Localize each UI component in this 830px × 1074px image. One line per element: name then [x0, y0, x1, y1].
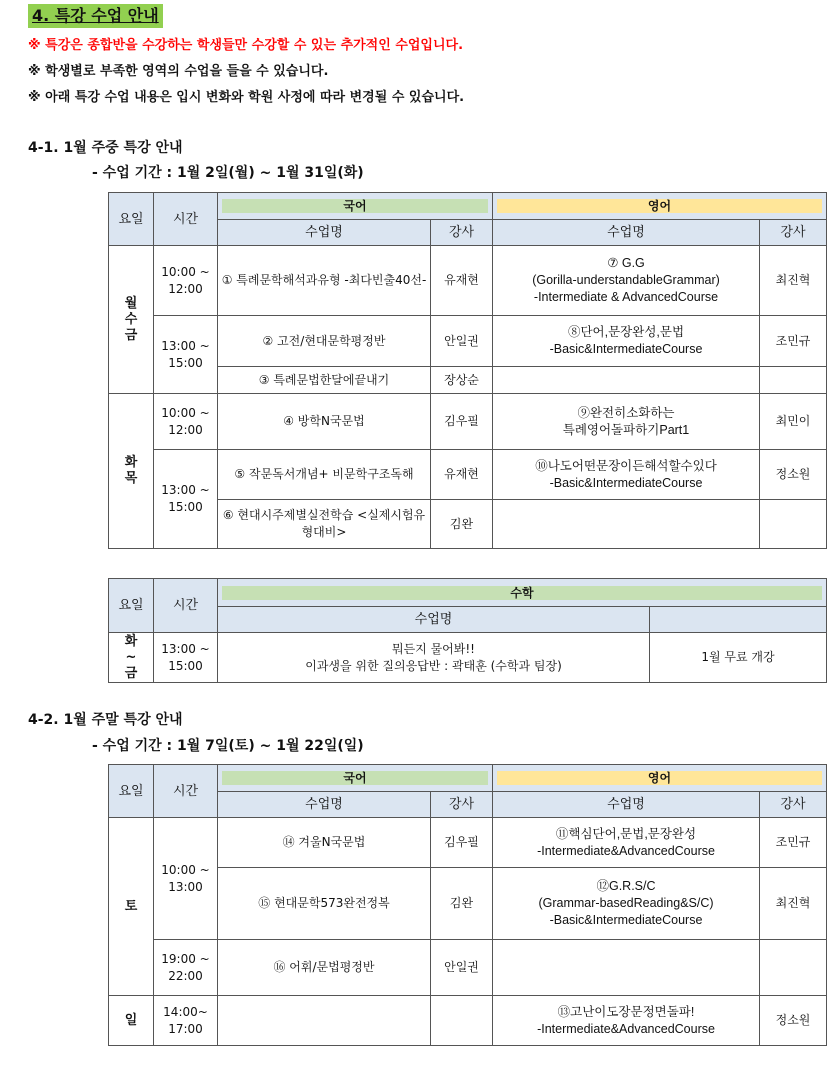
- header-math-class: 수업명: [218, 607, 650, 633]
- time-slot: 10:00 ~ 12:00: [154, 394, 218, 450]
- korean-teacher: 안일권: [431, 316, 493, 367]
- english-class: ⑬고난이도장문정면돌파! -Intermediate&AdvancedCourse: [493, 996, 760, 1046]
- notice-line-2: ※ 학생별로 부족한 영역의 수업을 들을 수 있습니다.: [28, 64, 329, 79]
- korean-class: ⑯ 어휘/문법평정반: [218, 940, 431, 996]
- time-slot: 13:00 ~ 15:00: [154, 450, 218, 549]
- header-day: 요일: [109, 193, 154, 246]
- header-korean-teacher: 강사: [431, 792, 493, 818]
- header-english: 영어: [493, 193, 827, 220]
- header-math: 수학: [218, 579, 827, 607]
- header-english-teacher: 강사: [760, 220, 827, 246]
- header-day: 요일: [109, 765, 154, 818]
- english-teacher-empty: [760, 367, 827, 394]
- korean-teacher: 김우필: [431, 818, 493, 868]
- english-teacher: 조민규: [760, 818, 827, 868]
- header-english-class: 수업명: [493, 792, 760, 818]
- header-time: 시간: [154, 765, 218, 818]
- english-class: ⑫G.R.S/C (Grammar-basedReading&S/C) -Basic&IntermediateCourse: [493, 868, 760, 940]
- korean-teacher: 장상순: [431, 367, 493, 394]
- korean-teacher: 김우필: [431, 394, 493, 450]
- time-slot: 19:00 ~ 22:00: [154, 940, 218, 996]
- page-title: 4. 특강 수업 안내: [28, 4, 163, 28]
- time-slot: 13:00 ~ 15:00: [154, 633, 218, 683]
- korean-class: ⑭ 겨울N국문법: [218, 818, 431, 868]
- korean-teacher-empty: [431, 996, 493, 1046]
- english-teacher-empty: [760, 940, 827, 996]
- day-sat: 토: [109, 818, 154, 996]
- english-class: ⑧단어,문장완성,문법 -Basic&IntermediateCourse: [493, 316, 760, 367]
- english-class: ⑪핵심단어,문법,문장완성 -Intermediate&AdvancedCourse: [493, 818, 760, 868]
- notice-line-1: ※ 특강은 종합반을 수강하는 학생들만 수강할 수 있는 추가적인 수업입니다.: [28, 38, 464, 53]
- header-day: 요일: [109, 579, 154, 633]
- english-teacher: 정소원: [760, 996, 827, 1046]
- english-class-empty: [493, 500, 760, 549]
- english-class-empty: [493, 940, 760, 996]
- period-weekday: - 수업 기간 : 1월 2일(월) ~ 1월 31일(화): [92, 165, 364, 181]
- korean-teacher: 김완: [431, 500, 493, 549]
- header-korean-class: 수업명: [218, 220, 431, 246]
- english-teacher: 정소원: [760, 450, 827, 500]
- english-teacher: 최진혁: [760, 246, 827, 316]
- english-teacher: 최진혁: [760, 868, 827, 940]
- header-time: 시간: [154, 579, 218, 633]
- korean-class: ⑤ 작문독서개념+ 비문학구조독해: [218, 450, 431, 500]
- korean-class: ④ 방학N국문법: [218, 394, 431, 450]
- korean-class-empty: [218, 996, 431, 1046]
- period-weekend: - 수업 기간 : 1월 7일(토) ~ 1월 22일(일): [92, 738, 364, 754]
- english-class-empty: [493, 367, 760, 394]
- header-korean-teacher: 강사: [431, 220, 493, 246]
- header-time: 시간: [154, 193, 218, 246]
- korean-teacher: 안일권: [431, 940, 493, 996]
- english-teacher: 최민이: [760, 394, 827, 450]
- header-math-note: [650, 607, 827, 633]
- header-english-teacher: 강사: [760, 792, 827, 818]
- day-tt: 화목: [109, 394, 154, 549]
- day-mwf: 월수금: [109, 246, 154, 394]
- weekday-schedule-table: [108, 192, 827, 549]
- header-korean: 국어: [218, 765, 493, 792]
- korean-class: ③ 특례문법한달에끝내기: [218, 367, 431, 394]
- time-slot: 10:00 ~ 12:00: [154, 246, 218, 316]
- section-heading-weekday: 4-1. 1월 주중 특강 안내: [28, 140, 183, 156]
- math-schedule-table: [108, 578, 827, 683]
- day-tue-fri: 화~금: [109, 633, 154, 683]
- time-slot: 10:00 ~ 13:00: [154, 818, 218, 940]
- korean-teacher: 김완: [431, 868, 493, 940]
- header-korean: 국어: [218, 193, 493, 220]
- time-slot: 13:00 ~ 15:00: [154, 316, 218, 394]
- header-korean-class: 수업명: [218, 792, 431, 818]
- english-class: ⑦ G.G (Gorilla-understandableGrammar) -Intermediate & AdvancedCourse: [493, 246, 760, 316]
- header-english: 영어: [493, 765, 827, 792]
- korean-teacher: 유재현: [431, 450, 493, 500]
- korean-class: ① 특례문학해석과유형 -최다빈출40선-: [218, 246, 431, 316]
- time-slot: 14:00~ 17:00: [154, 996, 218, 1046]
- math-class: 뭐든지 물어봐!! 이과생을 위한 질의응답반 : 곽태훈 (수학과 팀장): [218, 633, 650, 683]
- notice-line-3: ※ 아래 특강 수업 내용은 입시 변화와 학원 사정에 따라 변경될 수 있습니다.: [28, 90, 465, 105]
- korean-class: ② 고전/현대문학평정반: [218, 316, 431, 367]
- day-sun: 일: [109, 996, 154, 1046]
- section-heading-weekend: 4-2. 1월 주말 특강 안내: [28, 712, 183, 728]
- korean-teacher: 유재현: [431, 246, 493, 316]
- english-teacher: 조민규: [760, 316, 827, 367]
- weekend-schedule-table: [108, 764, 827, 1046]
- english-class: ⑩나도어떤문장이든해석할수있다 -Basic&IntermediateCourse: [493, 450, 760, 500]
- korean-class: ⑮ 현대문학573완전정복: [218, 868, 431, 940]
- math-note: 1월 무료 개강: [650, 633, 827, 683]
- header-english-class: 수업명: [493, 220, 760, 246]
- korean-class: ⑥ 현대시주제별실전학습 <실제시험유형대비>: [218, 500, 431, 549]
- english-teacher-empty: [760, 500, 827, 549]
- english-class: ⑨완전히소화하는 특례영어돌파하기Part1: [493, 394, 760, 450]
